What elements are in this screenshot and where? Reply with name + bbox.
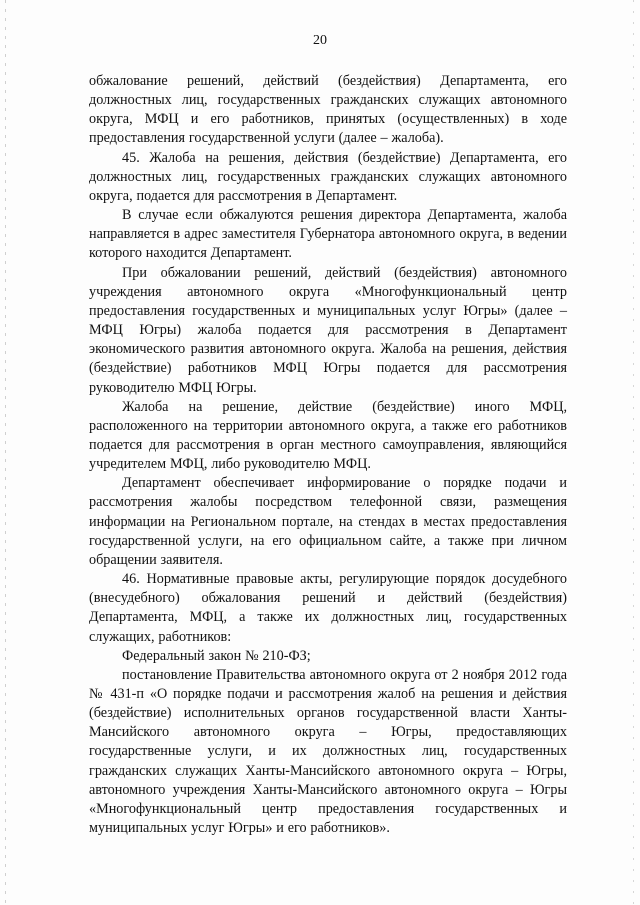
paragraph-clause-46: 46. Нормативные правовые акты, регулирующие порядок досудебного (внесудебного) обжалования решений и действий (бездействия) Департамента, МФЦ, а также их должностных лиц, государственных служащих, работников: [89,571,567,645]
paragraph-informing: Департамент обеспечивает информирование о порядке подачи и рассмотрения жалобы посредством телефонной связи, размещения информации на Региональном портале, на стендах в местах предоставления государственной услуги, на его официальном сайте, а также при личном обращении заявителя. [89,475,567,568]
paragraph-mfc-yugra: При обжаловании решений, действий (бездействия) автономного учреждения автономного округа «Многофункциональный центр предоставления государственных и муниципальных услуг Югры» (далее – МФЦ Югры) жалоба подается для рассмотрения в Департамент экономического развития автономного округа. Жалоба на решения, действия (бездействие) работников МФЦ Югры подается для рассмотрения руководителю МФЦ Югры. [89,264,567,396]
paragraph-clause-45: 45. Жалоба на решения, действия (бездействие) Департамента, его должностных лиц, государственных гражданских служащих автономного округа, подается для рассмотрения в Департамент. [89,149,567,204]
page-number: 20 [313,33,327,48]
paragraph-director-decisions: В случае если обжалуются решения директора Департамента, жалоба направляется в адрес заместителя Губернатора автономного округа, в ведении которого находится Департамент. [89,207,567,262]
paragraph-government-resolution: постановление Правительства автономного округа от 2 ноября 2012 года № 431-п «О порядке подачи и рассмотрения жалоб на решения и действия (бездействие) исполнительных органов государственной власти Ханты-Мансийского автономного округа – Югры, предоставляющих государственные услуги, и их должностных лиц, государственных гражданских служащих Ханты-Мансийского автономного округа – Югры, автономного учреждения Ханты-Мансийского автономного округа – Югры «Многофункциональный центр предоставления государственных и муниципальных услуг Югры» и его работников». [89,666,567,837]
scan-edge-left [5,0,6,905]
body-text [89,72,567,838]
paragraph-federal-law: Федеральный закон № 210-ФЗ; [122,647,311,664]
paragraph-complaint-definition: обжалование решений, действий (бездействия) Департамента, его должностных лиц, государственных гражданских служащих автономного округа, МФЦ и его работников, принятых (осуществленных) в ходе предоставления государственной услуги (далее – жалоба). [89,73,567,147]
paragraph-other-mfc: Жалоба на решение, действие (бездействие) иного МФЦ, расположенного на территории автономного округа, а также его работников подается для рассмотрения в орган местного самоуправления, являющийся учредителем МФЦ, либо руководителю МФЦ. [89,398,567,473]
scan-edge-right [633,0,634,905]
